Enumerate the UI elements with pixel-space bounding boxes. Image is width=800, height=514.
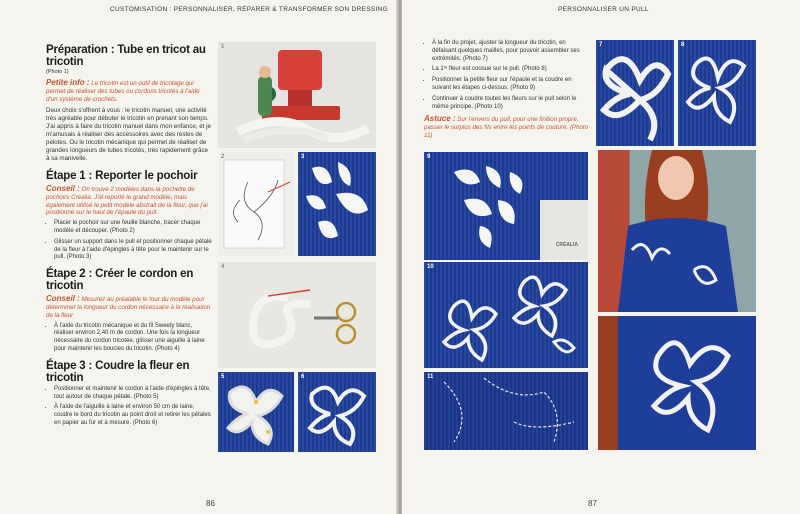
knitting-mill-illustration [218,42,376,148]
pinned-cord-illustration [218,372,294,452]
list-item: • À l'aide de l'aiguille à laine et environ 50 cm de laine, coudre le bord du tricotin au point droit et retirer les pétales en papier au fur et à mesure. (Photo 6) [54,404,212,427]
prep-body: Deux choix s'offrent à vous : le tricotin manuel, une activité très agréable pour débuter le tricotin en prenant son temps. J'ai appris à faire du tricotin manuel dans mon enfance, et je m'amusais à réaliser des accessoires avec des restes de pelotes. Ou le tricotin mécanique qui permet de réaliser de grandes longueurs de tubes tricotés, très rapidement grâce à sa manivelle. [46,106,211,162]
sewn-cord-illustration [298,372,376,452]
photo-sweater-closeup [598,316,756,450]
list-item: • Placer le pochoir sur une feuille blanche, tracer chaque modèle et découper. (Photo 2) [54,220,212,236]
photo-number: 11 [427,374,434,380]
info-label: Petite info : [46,78,90,87]
step1-title: Étape 1 : Reporter le pochoir [46,169,198,182]
photo-4-knitted-cord [218,262,376,368]
page-number-right: 87 [588,499,597,508]
cord-scissors-illustration [218,262,376,368]
info-text: Le tricotin est un outil de tricotage qui permet de réaliser des tubes ou cordons tricotés à l'aide d'un système de crochets. [46,80,200,103]
photo-5-pinned-cord [218,372,294,452]
running-head-left: CUSTOMISATION : PERSONNALISER, RÉPARER & TRANSFORMER SON DRESSING [110,6,388,13]
photo-8-first-flower [678,40,756,146]
cord-ends-illustration [596,40,674,146]
crealia-brand-mark: CRÉALIA [555,242,578,248]
left-page [0,0,398,514]
prep-title: Préparation : Tube en tricot au tricotin [46,44,206,68]
left-text-column [46,44,212,431]
photo-number: 4 [221,264,225,270]
photo-number: 6 [301,374,305,380]
photo-number: 5 [221,374,225,380]
step3-list [46,386,212,428]
photo-number: 7 [599,42,603,48]
sweater-closeup-illustration [598,316,756,450]
photo-number: 8 [681,42,685,48]
model-illustration [598,150,756,312]
photo-1-knitting-mill [218,42,376,148]
list-item: • Continuer à coudre toutes les fleurs sur le pull selon le même principe. (Photo 10) [432,96,590,112]
reverse-side-illustration [424,372,588,450]
photo-10-all-flowers [424,262,588,368]
photo-number: 9 [427,154,431,160]
page-number-left: 86 [206,499,215,508]
photo-7-cord-ends [596,40,674,146]
step1-conseil [46,184,212,217]
photo-number: 2 [221,154,225,160]
conseil-label: Conseil : [46,294,80,304]
conseil-text: Mesurez au préalable le tour du modèle pour déterminer la longueur du cordon nécessaire à la réalisation de la fleur [46,296,211,319]
photo-number: 1 [221,44,225,50]
right-list [424,40,590,111]
running-head-right: PERSONNALISER UN PULL [558,6,649,13]
step2-list [46,323,212,354]
photo-9-shoulder-flower [424,152,588,260]
list-item: • Positionner et maintenir le cordon à l'aide d'épingles à tête, tout autour de chaque pétale. (Photo 5) [54,386,212,402]
photo-number: 3 [301,154,305,160]
list-item: • À l'aide du tricotin mécanique et du fil Sweety blanc, réaliser environ 2,40 m de cordon. Une fois la longueur nécessaire du cordon tricotée, glisser une aiguille à laine pour maintenir les boucles du tricotin. (Photo 4) [54,323,212,354]
conseil-label: Conseil : [46,183,80,193]
prep-info [46,78,212,104]
step2-conseil [46,294,212,320]
paper-petals-illustration [298,152,376,256]
photo-6-sewn-cord [298,372,376,452]
step1-list [46,220,212,262]
right-page [402,0,800,514]
photo-number: 10 [427,264,434,270]
step2-title: Étape 2 : Créer le cordon en tricotin [46,268,194,293]
first-flower-illustration [678,40,756,146]
list-item: • La 1ʳᵉ fleur est cousue sur le pull. (Photo 8) [432,66,590,74]
photo-2-stencil-tracing [218,152,294,256]
astuce [424,114,590,140]
prep-photo-ref: (Photo 1) [46,69,69,75]
list-item: • À la fin du projet, ajuster la longueur du tricotin, en défaisant quelques mailles, pour pouvoir assembler ses extrémités. (Photo 7) [432,40,590,63]
astuce-text: Sur l'envers du pull, pour une finition propre, passer le surplus des fils entre les points de couture. (Photo 11) [424,116,589,140]
step3-title: Étape 3 : Coudre la fleur en tricotin [46,359,190,384]
list-item: • Positionner la petite fleur sur l'épaule et la coudre en suivant les étapes ci-dessus. (Photo 9) [432,77,590,93]
list-item: • Glisser un support dans le pull et positionner chaque pétale de la fleur à l'aide d'épingles à tête pour le maintenir sur le pull. (Photo 3) [54,239,212,262]
right-text-column [424,38,590,143]
astuce-label: Astuce : [424,114,456,124]
stencil-illustration [218,152,294,256]
photo-model-wearing-sweater [598,150,756,312]
photo-3-paper-petals [298,152,376,256]
photo-11-reverse-side [424,372,588,450]
conseil-text: On trouve 2 modèles dans la pochette de pochoirs Créalia. J'ai reporté le grand modèle, mais également utilisé le petit modèle abstrait de la fleur, que j'ai positionné sur le haut de l'épaule du pull. [46,185,208,217]
all-flowers-illustration [424,262,588,368]
